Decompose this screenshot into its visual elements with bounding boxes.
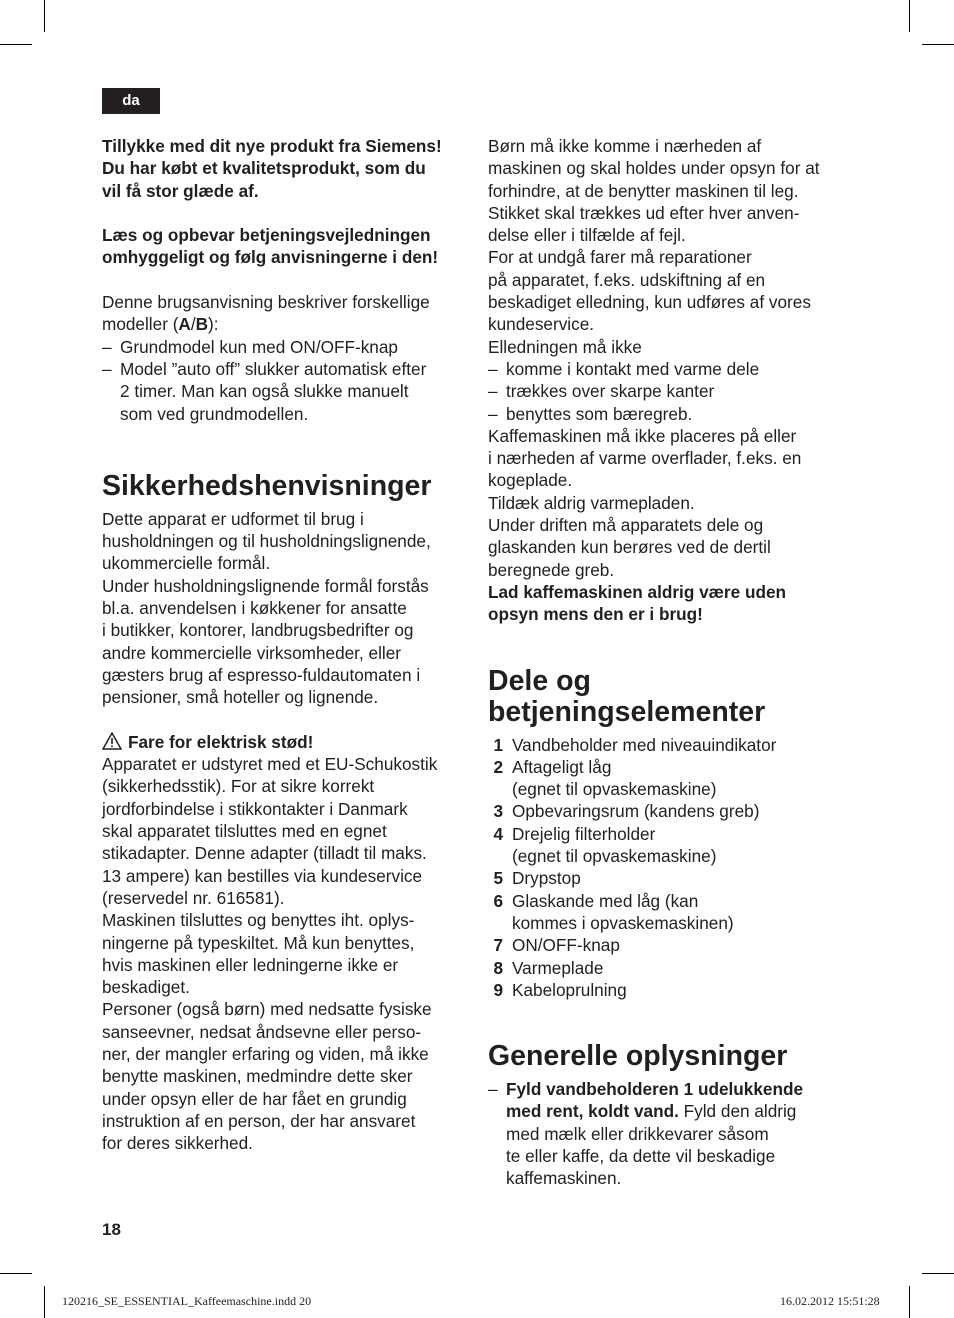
supervision-warning: Lad kaffemaskinen aldrig være uden opsyn mens den er i brug!: [488, 581, 787, 625]
crop-mark: [44, 0, 45, 32]
crop-mark: [909, 1286, 910, 1318]
footer-datetime: 16.02.2012 15:51:28: [780, 1294, 880, 1308]
list-item: 8 Varmeplade: [493, 957, 604, 978]
crop-mark: [922, 1273, 954, 1274]
crop-mark: [0, 1273, 32, 1274]
electric-text: Apparatet er udstyret med et EU-Schukostik (sikkerhedsstik). For at sikre korrekt jordforbindelse i stikkontakter i Danmark skal apparatet tilsluttes med en egnet stikadapter. Denne adapter (tilladt til maks. 13 ampere) kan bestilles via kundeservice (reservedel nr. 616581). Maskinen tilsluttes og benyttes iht. oplys- ningerne på typeskiltet. Må kun benyttes, hvis maskinen eller ledningerne ikke er beskadiget. Personer (også børn) med nedsatte fysiske sanseevner, nedsat åndsevne eller perso- ner, der mangler erfaring og viden, må ikke benytte maskinen, medmindre dette sker under opsyn eller de har fået en grundig instruktion af en person, der har ansvaret for deres sikkerhed.: [102, 754, 438, 1154]
safety-heading: Sikkerhedshenvisninger: [102, 469, 432, 502]
list-item: – Model ”auto off” slukker automatisk efter 2 timer. Man kan også slukke manuelt som ved grundmodellen.: [102, 358, 474, 425]
parts-heading: Dele og betjeningselementer: [488, 664, 766, 728]
intro-read-manual: Læs og opbevar betjeningsvejledningen omhyggeligt og følg anvisningerne i den!: [102, 225, 439, 268]
list-item: – Grundmodel kun med ON/OFF-knap: [102, 336, 474, 358]
general-list: [488, 1078, 860, 1189]
list-item: 6 Glaskande med låg (kan kommes i opvaskemaskinen): [493, 890, 734, 933]
children-repair-text: Børn må ikke komme i nærheden af maskinen og skal holdes under opsyn for at forhindre, at de benytter maskinen til leg. Stikket skal trækkes ud efter hver anven- delse eller i tilfælde af fejl. For at undgå farer må reparationer på apparatet, f.eks. udskiftning af en beskadiget elledning, kun udføres af vores kundeservice. Elledningen må ikke: [488, 136, 820, 357]
list-item: 9 Kabeloprulning: [493, 979, 627, 1000]
cord-list: [488, 358, 860, 425]
placement-text: Kaffemaskinen må ikke placeres på eller i nærheden af varme overflader, f.eks. en kogeplade. Tildæk aldrig varmepladen. Under driften må apparatets dele og glaskanden kun berøres ved de dertil beregnede greb.: [488, 425, 802, 580]
list-item: 1 Vandbeholder med niveauindikator: [493, 734, 777, 755]
list-item: 2 Aftageligt låg (egnet til opvaskemaskine): [493, 756, 717, 800]
list-item: 3 Opbevaringsrum (kandens greb): [493, 801, 760, 822]
safety-text: Dette apparat er udformet til brug i husholdningen og til husholdningslignende, ukommercielle formål. Under husholdningslignende formål forstås bl.a. anvendelsen i køkkener for ansatte i butikker, kontorer, landbrugsbedrifter og andre kommercielle virksomheder, eller gæsters brug af espresso-fuldautomaten i pensioner, små hoteller og lignende.: [102, 508, 431, 708]
list-item: 4 Drejelig filterholder (egnet til opvaskemaskine): [493, 823, 717, 867]
warning-triangle-icon: [102, 732, 122, 750]
models-intro: Denne brugsanvisning beskriver forskellige modeller (A/B):: [102, 292, 430, 335]
list-item: – benyttes som bæregreb.: [488, 403, 860, 425]
list-item: 7 ON/OFF-knap: [493, 935, 620, 956]
general-heading: Generelle oplysninger: [488, 1040, 788, 1073]
intro-congrats: Tillykke med dit nye produkt fra Siemens! Du har købt et kvalitetsprodukt, som du vil få stor glæde af.: [102, 136, 442, 201]
right-column: [488, 135, 860, 1190]
page-number: 18: [102, 1220, 121, 1239]
list-item: – trækkes over skarpe kanter: [488, 380, 860, 402]
language-tab: da: [102, 88, 160, 114]
crop-mark: [44, 1286, 45, 1318]
list-item: 5 Drypstop: [493, 868, 581, 889]
model-list: [102, 336, 474, 425]
electric-warning: Fare for elektrisk stød!: [102, 731, 474, 753]
footer-filename: 120216_SE_ESSENTIAL_Kaffeemaschine.indd 20: [62, 1294, 312, 1308]
crop-mark: [0, 44, 32, 45]
list-item: – Fyld vandbeholderen 1 udelukkende med rent, koldt vand. Fyld den aldrig med mælk eller drikkevarer såsom te eller kaffe, da dette vil beskadige kaffemaskinen.: [488, 1078, 860, 1189]
crop-mark: [922, 44, 954, 45]
parts-list: [488, 734, 860, 1002]
left-column: [102, 135, 474, 1154]
list-item: – komme i kontakt med varme dele: [488, 358, 860, 380]
crop-mark: [909, 0, 910, 32]
